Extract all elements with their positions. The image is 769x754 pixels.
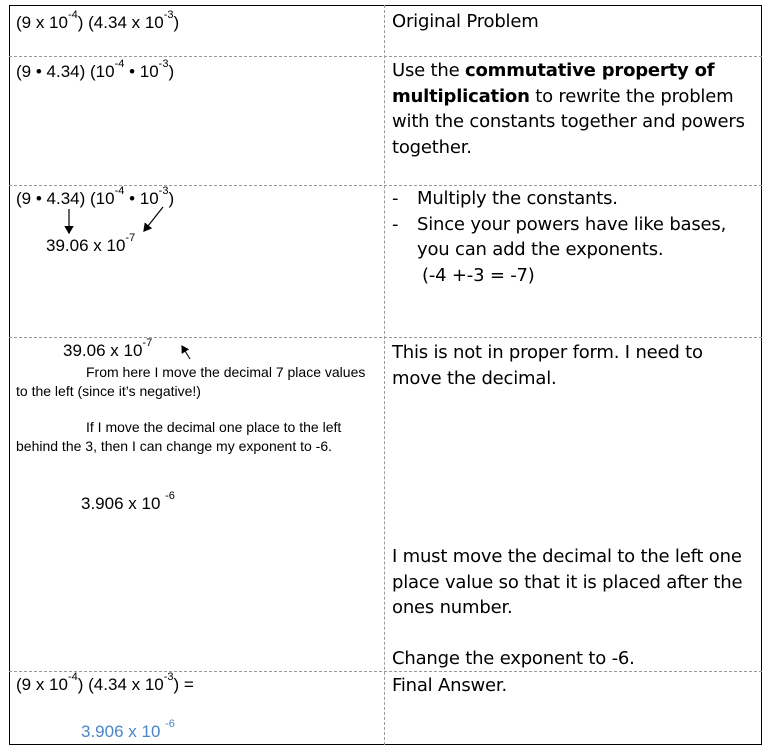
column-divider [384,5,385,745]
bullet-item: - Multiply the constants. [392,188,618,209]
proper-form-result: 3.906 x 10 $^{-6}$ [81,490,175,513]
proper-form-start-expression: 39.06 x $10^{-7}$ [63,337,153,360]
final-answer-label: Final Answer. [392,675,507,696]
worked-example-table [9,5,762,745]
final-answer-value: 3.906 x 10 $^{-6}$ [81,718,175,741]
original-problem-label: Original Problem [392,11,539,32]
decimal-placement-note: I must move the decimal to the left one place value so that it is placed after the ones number. [392,546,743,618]
exponent-change-explanation: If I move the decimal one place to the left behind the 3, then I can change my exponent to -6. [16,419,342,454]
row-divider [9,337,762,338]
decimal-move-explanation: From here I move the decimal 7 place values to the left (since it’s negative!) [16,364,366,399]
bullet-item: - Since your powers have like bases, you can add the exponents. [392,213,727,260]
regrouped-expression: (9 • 4.34) ($10^{-4}$ • $10^{-3}$) [16,58,175,81]
arrow-powers [144,207,163,231]
multiply-step-result: 39.06 x $10^{-7}$ [46,232,136,255]
proper-form-note: This is not in proper form. I need to move the decimal. [392,342,703,389]
final-expression: (9 x $10^{-4}$) (4.34 x $10^{-3}$) = [16,671,194,694]
exponent-sum: (-4 +-3 = -7) [422,264,535,286]
multiply-step-bullets [392,186,752,288]
multiply-step-expression: (9 • 4.34) ($10^{-4}$ • $10^{-3}$) [16,185,175,208]
original-problem-expression: (9 x $10^{-4}$) (4.34 x $10^{-3}$) [16,9,180,32]
commutative-explanation: Use the commutative property of multiplication to rewrite the problem with the constants together and powers together. [392,60,745,158]
row-divider [9,56,762,57]
exponent-change-note: Change the exponent to -6. [392,648,635,669]
